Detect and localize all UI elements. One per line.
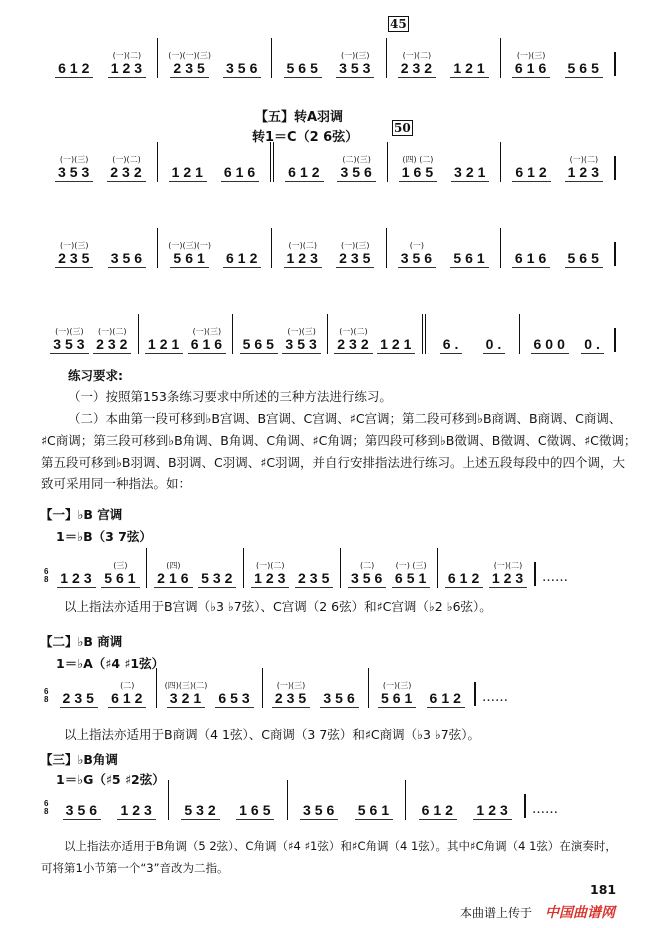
fingering-label: (一)(三) [516,51,546,60]
fingering-label: (一)(二) [569,155,599,164]
notes: 616 [512,61,550,78]
barline [614,328,616,352]
fingering-label: (一)(二) [288,241,317,250]
ellipsis: …… [541,570,568,585]
staff-line [44,38,616,78]
note-group [450,50,488,78]
notes: 561 [450,251,488,268]
notes: 356 [348,571,386,588]
notes: 612 [108,691,146,708]
note-group [145,326,183,354]
fingering-label: (一)(三) [55,327,84,336]
note-group [168,50,211,78]
staff-line [44,780,564,820]
staff-line [44,228,616,268]
upload-text: 本曲谱上传于 [460,906,533,920]
notes: 0. [581,337,604,354]
staff-line [44,548,574,588]
note-group [445,560,483,588]
measure [138,314,233,354]
notes: 353 [336,61,374,78]
barline [614,156,616,180]
measure [44,228,157,268]
notes: 612 [512,165,550,182]
notes: 356 [398,251,436,268]
requirement-item-1: （一）按照第153条练习要求中所述的三种方法进行练习。 [68,389,392,404]
staff-line [44,668,514,708]
fingering-label: (一)(二) [112,155,141,164]
time-signature [44,800,48,816]
note-group [419,792,457,820]
notes: 235 [272,691,310,708]
rehearsal-mark: 50 [394,121,411,135]
note-group [450,240,488,268]
measure [50,780,168,820]
notes: 612 [55,61,93,78]
example-heading: 【二】♭B 商调 [40,634,123,649]
notes: 165 [236,803,274,820]
notes: 235 [170,61,208,78]
notes: 565 [565,61,603,78]
measure [168,780,287,820]
notes: 356 [337,165,375,182]
section-title: 【五】转A羽调 [255,110,344,125]
note-group [236,792,274,820]
fingering-label: (一)(二) [402,51,432,60]
notes: 356 [63,803,101,820]
ellipsis: …… [532,802,559,817]
example-heading: 【一】♭B 宫调 [40,507,123,522]
fingering-label: (一)(一)(三) [168,51,211,60]
requirements-heading: 练习要求: [68,368,123,383]
fingering-label: (一)(二) [256,561,285,570]
note-group [336,240,374,268]
fingering-label: (一)(二) [98,327,127,336]
measure [270,142,387,182]
measure [271,38,385,78]
note-group [483,326,506,354]
fingering-label: (一)(三) [382,681,412,690]
note-group [565,154,603,182]
note-group [565,240,603,268]
note-group [398,240,436,268]
notes: 165 [399,165,437,182]
note-group [392,560,430,588]
note-group [57,560,95,588]
note-group [223,50,261,78]
barline [614,242,616,266]
notes: 561 [355,803,393,820]
note-group [169,154,207,182]
example-note: 以上指法亦适用于B角调（5 2弦）、C角调（♯4 ♯1弦）和♯C角调（4 1弦）。其中♯C角调（4 1弦）在演奏时， [64,839,617,853]
notes: 616 [512,251,550,268]
measure [50,548,146,588]
time-numerator: 6 [44,799,49,808]
notes: 216 [154,571,192,588]
measure [157,142,271,182]
notes: 612 [285,165,323,182]
note-group [198,560,236,588]
note-group [272,680,310,708]
fingering-label: (一)(三) [59,155,89,164]
measure [386,228,500,268]
notes: 235 [55,251,93,268]
note-group [107,154,145,182]
fingering-label: (一)(三) [192,327,222,336]
measure [327,314,422,354]
notes: 612 [445,571,483,588]
notes: 232 [334,337,372,354]
notes: 232 [107,165,145,182]
measure [44,314,138,354]
notes: 561 [101,571,139,588]
fingering-label: (一)(三) [60,241,89,250]
requirement-item-2-line: ♯C商调；第三段可移到♭B角调、B角调、C角调、♯C角调；第四段可移到♭B徵调、B徵调、C徵调、♯C徵调； [41,433,637,448]
note-group [93,326,131,354]
example-key: 1＝♭B（3 7弦） [56,529,152,544]
notes: 356 [300,803,338,820]
notes: 616 [188,337,226,354]
measure [243,548,340,588]
example-heading: 【三】♭B角调 [40,752,118,767]
time-denominator: 8 [44,575,49,584]
note-group [399,154,437,182]
measure [500,228,614,268]
measure [232,314,327,354]
rehearsal-mark: 45 [390,17,407,31]
notes: 561 [170,251,208,268]
fingering-label: (三) [113,561,128,570]
note-group [101,560,139,588]
note-group [355,792,393,820]
notes: 612 [427,691,465,708]
notes: 353 [55,165,93,182]
notes: 653 [215,691,253,708]
note-group [336,50,374,78]
notes: 532 [198,571,236,588]
measure [422,314,520,354]
staff-line [44,314,616,354]
notes: 121 [169,165,207,182]
time-numerator: 6 [44,687,49,696]
note-group [251,560,289,588]
notes: 123 [489,571,527,588]
note-group [108,50,146,78]
notes: 651 [392,571,430,588]
notes: 616 [221,165,259,182]
fingering-label: (一)(二) [112,51,142,60]
note-group [377,326,415,354]
notes: 532 [181,803,219,820]
note-group [565,50,603,78]
measure [368,668,474,708]
example-note: 以上指法亦适用于B商调（4 1弦）、C商调（3 7弦）和♯C商调（♭3 ♭7弦）。 [64,727,481,742]
note-group [473,792,511,820]
notes: 321 [167,691,205,708]
notes: 565 [240,337,278,354]
time-signature [44,688,48,704]
notes: 600 [531,337,569,354]
notes: 565 [284,61,322,78]
note-group [63,792,101,820]
note-group [55,50,93,78]
measure [146,548,243,588]
notes: 321 [451,165,489,182]
time-numerator: 6 [44,567,49,576]
requirement-item-2-line: 致可采用同一种指法。如： [41,476,192,491]
note-group [284,50,322,78]
fingering-label: (二)(三) [342,155,371,164]
note-group [188,326,226,354]
note-group [60,680,98,708]
fingering-label: (四) [166,561,181,570]
ellipsis: …… [482,690,509,705]
notes: 353 [50,337,88,354]
notes: 232 [93,337,131,354]
note-group [117,792,155,820]
fingering-label: (一)(二) [493,561,523,570]
measure [437,548,534,588]
example-note: 以上指法亦适用于B宫调（♭3 ♭7弦）、C宫调（2 6弦）和♯C宫调（♭2 ♭6弦）。 [64,599,492,614]
requirement-item-2-line: （二）本曲第一段可移到♭B宫调、B宫调、C宫调、♯C宫调；第二段可移到♭B商调、B商调、C商调、 [68,411,622,426]
measure [44,142,157,182]
note-group [531,326,569,354]
site-logo: 中国曲谱网 [545,905,615,921]
note-group [512,240,550,268]
fingering-label: (一)(二) [339,327,368,336]
notes: 612 [223,251,261,268]
example-note: 可将第1小节第一个“3”音改为二指。 [41,861,229,875]
fingering-label: (一) (三) [395,561,427,570]
time-denominator: 8 [44,807,49,816]
note-group [154,560,192,588]
notes: 356 [223,61,261,78]
key-change: 转1＝C（2 6弦） [252,130,359,145]
measure [287,780,406,820]
notes: 232 [398,61,436,78]
notes: 235 [336,251,374,268]
note-group [337,154,375,182]
note-group [295,560,333,588]
measure [519,314,614,354]
note-group [398,50,436,78]
page-number: 181 [590,882,617,897]
note-group [512,50,550,78]
barline [614,52,616,76]
fingering-label: (四)(三)(二) [164,681,208,690]
note-group [181,792,219,820]
note-group [108,240,146,268]
notes: 123 [117,803,155,820]
measure [44,38,157,78]
measure [271,228,385,268]
notes: 235 [295,571,333,588]
measure [500,38,614,78]
measure [387,142,501,182]
measure [156,668,262,708]
note-group [221,154,259,182]
measure [405,780,524,820]
note-group [284,240,322,268]
note-group [320,680,358,708]
measure [500,142,614,182]
notes: 123 [565,165,603,182]
note-group [282,326,320,354]
fingering-label: (一) [409,241,425,250]
fingering-label: (一)(三)(一) [168,241,211,250]
notes: 121 [377,337,415,354]
notes: 353 [282,337,320,354]
measure [262,668,368,708]
example-key: 1＝♭A（♯4 ♯1弦） [56,656,165,671]
note-group [215,680,253,708]
note-group [223,240,261,268]
note-group [427,680,465,708]
time-denominator: 8 [44,695,49,704]
notes: 123 [284,251,322,268]
time-signature [44,568,48,584]
note-group [285,154,323,182]
requirement-item-2-line: 第五段可移到♭B羽调、B羽调、C羽调、♯C羽调，并自行安排指法进行练习。上述五段每段中的四个调，大 [41,455,626,470]
fingering-label: (二) [360,561,375,570]
measure [50,668,155,708]
note-group [240,326,278,354]
notes: 356 [108,251,146,268]
note-group [55,240,93,268]
note-group [165,680,208,708]
note-group [378,680,416,708]
measure [386,38,500,78]
fingering-label: (一)(三) [341,51,370,60]
note-group [300,792,338,820]
staff-line [44,142,616,182]
note-group [334,326,372,354]
notes: 121 [145,337,183,354]
measure [157,228,271,268]
note-group [348,560,386,588]
notes: 356 [320,691,358,708]
note-group [108,680,146,708]
notes: 123 [473,803,511,820]
notes: 6. [440,337,463,354]
measure [340,548,437,588]
notes: 612 [419,803,457,820]
fingering-label: (二) [120,681,135,690]
note-group [168,240,211,268]
notes: 121 [450,61,488,78]
note-group [512,154,550,182]
fingering-label: (一)(三) [287,327,316,336]
measure [157,38,271,78]
note-group [50,326,88,354]
note-group [55,154,93,182]
note-group [451,154,489,182]
notes: 565 [565,251,603,268]
notes: 123 [251,571,289,588]
note-group [440,326,463,354]
notes: 123 [108,61,146,78]
fingering-label: (一)(三) [341,241,370,250]
notes: 0. [483,337,506,354]
fingering-label: (一)(三) [276,681,306,690]
note-group [489,560,527,588]
example-key: 1＝♭G（♯5 ♯2弦） [56,772,165,787]
notes: 235 [60,691,98,708]
note-group [581,326,604,354]
notes: 123 [57,571,95,588]
fingering-label: (四) (二) [402,155,434,164]
notes: 561 [378,691,416,708]
